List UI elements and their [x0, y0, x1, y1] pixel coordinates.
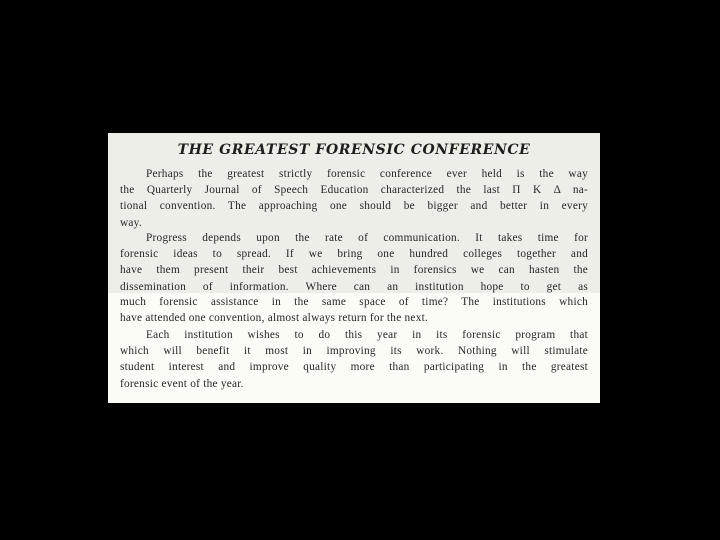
- paragraph-line: Perhaps the greatest strictly forensic conference ever held is the way: [146, 168, 588, 180]
- paragraph-3: [120, 327, 588, 392]
- paragraph-line: much forensic assistance in the same space of time? The institutions which: [120, 296, 588, 308]
- paragraph-line: Progress depends upon the rate of communication. It takes time for: [146, 232, 588, 244]
- paragraph-line: have them present their best achievements in forensics we can hasten the: [120, 264, 588, 277]
- paragraph-line: forensic event of the year.: [120, 377, 244, 390]
- paragraph-2: [120, 230, 588, 295]
- paragraph-line: forensic ideas to spread. If we bring one hundred colleges together and: [120, 248, 588, 261]
- paragraph-line: which will benefit it most in improving its work. Nothing will stimulate: [120, 345, 588, 358]
- paragraph-line: the Quarterly Journal of Speech Education characterized the last Π K Δ na-: [120, 184, 588, 197]
- page-title: THE GREATEST FORENSIC CONFERENCE: [177, 142, 531, 158]
- paragraph-line: dissemination of information. Where can an institution hope to get as: [120, 280, 588, 293]
- paragraph-1: [120, 166, 588, 231]
- paragraph-line: student interest and improve quality more than participating in the greatest: [120, 361, 588, 374]
- paragraph-line: have attended one convention, almost always return for the next.: [120, 312, 429, 325]
- paragraph-line: Each institution wishes to do this year in its forensic program that: [146, 329, 588, 341]
- paragraph-2-continued: [120, 294, 588, 326]
- paragraph-line: way.: [120, 216, 142, 229]
- paragraph-line: tional convention. The approaching one should be bigger and better in every: [120, 200, 588, 213]
- scanned-page: [108, 133, 600, 403]
